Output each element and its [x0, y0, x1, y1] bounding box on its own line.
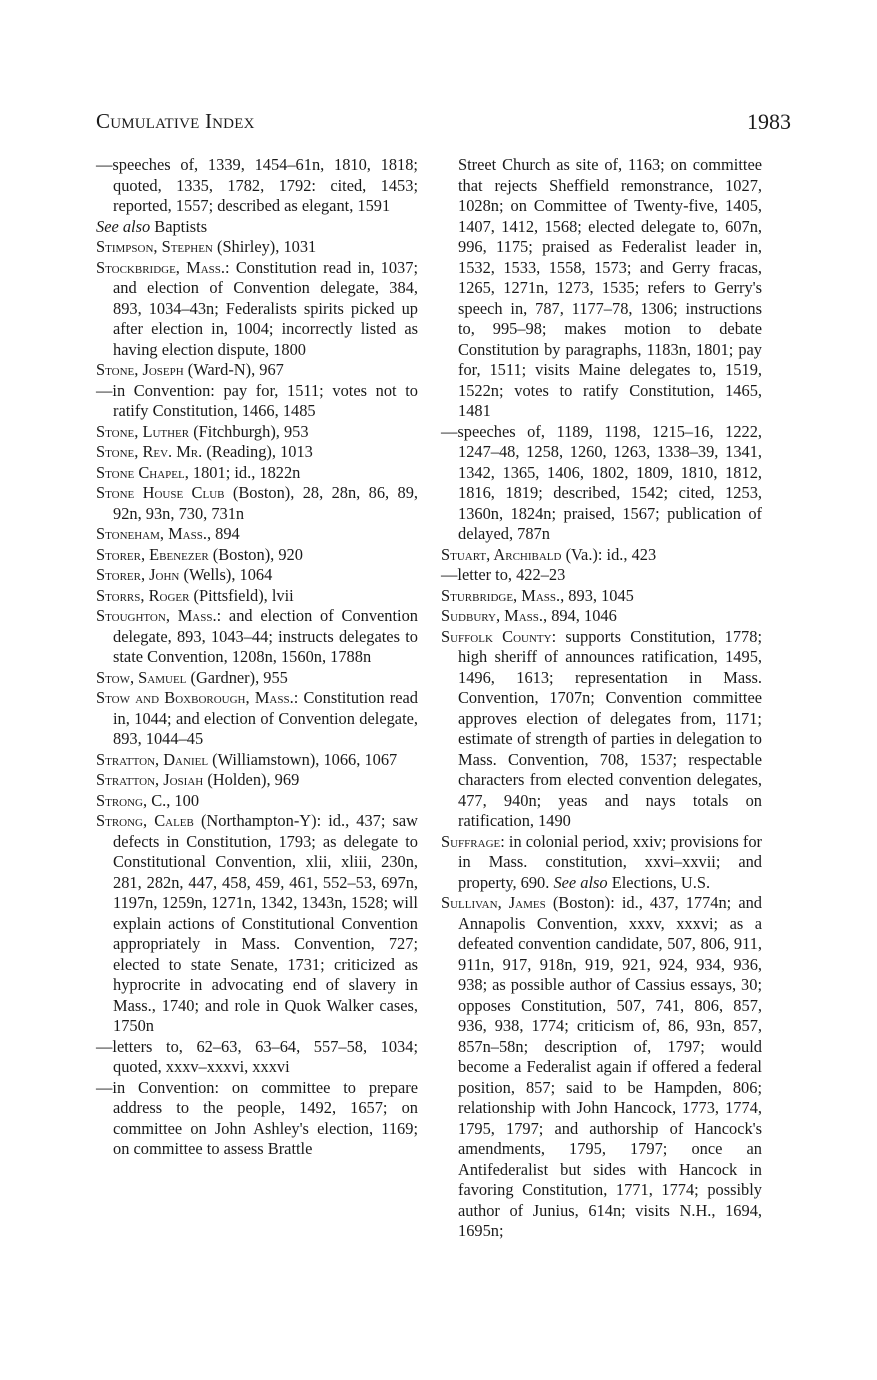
- index-entry-text: , 893, 1045: [560, 585, 634, 605]
- index-entry-text: (Boston), 28, 28n, 86, 89, 92n, 93n, 730, 731n: [113, 483, 418, 523]
- index-subentry: [441, 422, 762, 545]
- index-entry-heading: Suffrage: [441, 831, 501, 851]
- index-entry-heading: Stoneham, Mass.: [96, 524, 207, 543]
- index-entry-heading: Stratton, Josiah: [96, 770, 204, 789]
- index-entry: [96, 750, 418, 771]
- index-entry-heading: Sudbury, Mass.: [441, 606, 544, 625]
- index-entry-text: —speeches of, 1339, 1454–61n, 1810, 1818; quoted, 1335, 1782, 1792: cited, 1453; reported, 1557; described as elegant, 1591: [96, 155, 418, 215]
- index-entry-heading: Stone, Luther: [96, 421, 190, 441]
- index-entry-text: (Williamstown), 1066, 1067: [208, 749, 398, 769]
- index-entry-heading: Strong, Caleb: [96, 811, 194, 830]
- index-entry: [96, 770, 418, 791]
- index-entry-text: (Ward-N), 967: [183, 360, 284, 379]
- index-entry-heading: Stone Chapel: [96, 462, 185, 482]
- index-entry-heading: Storer, Ebenezer: [96, 544, 209, 564]
- index-entry: [96, 258, 418, 361]
- index-entry: [441, 545, 762, 566]
- index-entry: [96, 483, 418, 524]
- index-entry: [96, 422, 418, 443]
- index-entry: [96, 606, 418, 668]
- index-entry-heading: Stimpson, Stephen: [96, 237, 213, 256]
- index-entry: [96, 688, 418, 750]
- cross-reference-label: See also: [553, 872, 608, 892]
- index-entry-text: : Constitution read in, 1037; and election of Convention delegate, 384, 893, 1034–43n; Federalists spirits picked up after election in, 1004; incorrectly listed as having election dispute, 1800: [113, 257, 419, 359]
- index-entry-heading: Stow and Boxborough, Mass.: [96, 688, 294, 707]
- index-entry-text: —in Convention: on committee to prepare address to the people, 1492, 1657; on committee on John Ashley's election, 1169; on committee to assess Brattle: [96, 1077, 418, 1158]
- index-entry-heading: Stoughton, Mass.: [96, 606, 217, 625]
- index-entry: [96, 565, 418, 586]
- index-subentry: [96, 381, 418, 422]
- index-subentry: [96, 217, 418, 238]
- index-entry-text: (Fitchburgh), 953: [189, 421, 309, 441]
- page-number: 1983: [747, 109, 791, 134]
- index-entry-text: (Gardner), 955: [186, 667, 288, 687]
- index-entry-heading: Stockbridge, Mass.: [96, 257, 226, 277]
- index-entry: [96, 442, 418, 463]
- index-entry-heading: Stuart, Archibald: [441, 544, 562, 564]
- index-entry-text: (Shirley), 1031: [212, 237, 317, 256]
- index-entry-text: , 894, 1046: [543, 606, 617, 625]
- index-entry-text: (Holden), 969: [203, 770, 300, 789]
- index-entry-text: —in Convention: pay for, 1511; votes not to ratify Constitution, 1466, 1485: [96, 380, 418, 420]
- index-entry: [96, 524, 418, 545]
- index-entry-text: (Boston), 920: [208, 544, 303, 564]
- index-entry-text: (Northampton-Y): id., 437; saw defects in Constitution, 1793; as delegate to Constitutional Convention, xlii, xliii, 230n, 281, 282n, 447, 458, 459, 461, 552–53, 697n, 1197n, 1259n, 1271n, 1342, 1343n, 1528; will explain actions of Constitutional Convention appropriately in Mass. Convention, 727; elected to state Senate, 1731; criticized as hyprocrite in advocating end of slavery in Mass., 1740; and role in Quok Walker cases, 1750n: [113, 811, 418, 1035]
- index-entry: [441, 586, 762, 607]
- index-entry-text: (Va.): id., 423: [561, 544, 657, 564]
- index-entry: [96, 586, 418, 607]
- index-entry-text: , 894: [206, 524, 240, 543]
- index-entry: [96, 360, 418, 381]
- index-entry-heading: Stratton, Daniel: [96, 749, 209, 769]
- index-entry-heading: Suffolk County: [441, 626, 552, 646]
- index-entry-heading: Stone, Joseph: [96, 360, 184, 379]
- index-entry-text: (Boston): id., 437, 1774n; and Annapolis Convention, xxxv, xxxvi; as a defeated convention candidate, 507, 806, 911, 911n, 917, 918n, 919, 921, 924, 934, 936, 938; as possible author of Cassius essays, 30; opposes Constitution, 507, 741, 806, 857, 936, 938, 1774; criticism of, 86, 93n, 857, 857n–58n; description of, 1797; would become a Federalist again if offered a federal position, 857; said to be Hampden, 806; relationship with John Hancock, 1773, 1774, 1795, 1797; and authorship of Hancock's amendments, 1795, 1797; once an Antifederalist but sides with Hancock in favoring Constitution, 1771, 1774; possibly author of Junius, 614n; visits N.H., 1694, 1695n;: [458, 893, 762, 1240]
- index-entry: [96, 463, 418, 484]
- index-subentry: [441, 565, 762, 586]
- index-column-right: [441, 155, 762, 1242]
- index-entry-text: (Pittsfield), lvii: [189, 585, 294, 605]
- index-entry: [96, 791, 418, 812]
- index-entry-text: , 100: [166, 790, 200, 810]
- index-entry: [441, 627, 762, 832]
- index-entry: [96, 237, 418, 258]
- index-entry-text: : supports Constitution, 1778; high sheriff of announces ratification, 1495, 1496, 1613; representation in Mass. Convention, 1707n; Convention committee approves election of delegates from, 1171; estimate of strength of parties in delegation to Mass. Convention, 708, 1537; respectable characters from elected convention delegates, 477, 940n; yeas and nays totals on ratification, 1490: [458, 626, 763, 830]
- index-entry-text: : and election of Convention delegate, 893, 1043–44; instructs delegates to state Convention, 1208n, 1560n, 1788n: [113, 606, 418, 666]
- index-entry-heading: Stone, Rev. Mr.: [96, 442, 203, 461]
- index-entry-text: : in colonial period, xxiv; provisions for in Mass. constitution, xxvi–xxvii; and property, 690.: [458, 831, 763, 892]
- index-entry-heading: Strong, C.: [96, 790, 167, 810]
- index-entry-heading: Stow, Samuel: [96, 667, 187, 687]
- index-entry: [441, 606, 762, 627]
- index-entry-text: —letters to, 62–63, 63–64, 557–58, 1034; quoted, xxxv–xxxvi, xxxvi: [96, 1036, 418, 1076]
- index-entry-heading: Sullivan, James: [441, 893, 546, 912]
- index-entry-text: Elections, U.S.: [607, 872, 711, 892]
- index-subentry: [441, 155, 762, 422]
- index-entry-text: Baptists: [150, 216, 208, 236]
- index-entry-text: (Reading), 1013: [202, 442, 313, 461]
- index-subentry: [96, 1078, 418, 1160]
- running-header-title: Cumulative Index: [96, 109, 255, 133]
- index-entry-text: : Constitution read in, 1044; and election of Convention delegate, 893, 1044–45: [113, 688, 419, 748]
- index-entry-text: Street Church as site of, 1163; on committee that rejects Sheffield remonstrance, 1027, 1028n; on Committee of Twenty-five, 1405, 1407, 1412, 1568; elected delegate to, 607n, 996, 1175; praised as Federalist leader in, 1532, 1533, 1558, 1573; and Gerry fracas, 1265, 1271n, 1273, 1535; refers to Gerry's speech in, 787, 1177–78, 1306; instructions to, 995–98; makes motion to debate Constitution by paragraphs, 1183n, 1801; pay for, 1511; visits Maine delegates to, 1519, 1522n; votes to ratify Constitution, 1465, 1481: [458, 155, 762, 420]
- index-entry-heading: Sturbridge, Mass.: [441, 585, 561, 605]
- index-column-left: [96, 155, 418, 1160]
- index-entry-heading: Stone House Club: [96, 483, 225, 502]
- index-entry-heading: Storer, John: [96, 565, 180, 584]
- index-entry-text: (Wells), 1064: [179, 565, 273, 584]
- index-entry: [96, 811, 418, 1037]
- index-subentry: [96, 155, 418, 217]
- index-entry: [441, 832, 762, 894]
- index-entry: [96, 545, 418, 566]
- index-entry-heading: Storrs, Roger: [96, 585, 190, 605]
- index-entry-text: , 1801; id., 1822n: [184, 462, 301, 482]
- index-entry: [441, 893, 762, 1242]
- index-entry: [96, 668, 418, 689]
- index-subentry: [96, 1037, 418, 1078]
- cross-reference-label: See also: [96, 216, 151, 236]
- index-entry-text: —speeches of, 1189, 1198, 1215–16, 1222, 1247–48, 1258, 1260, 1263, 1338–39, 1341, 1342, 1365, 1406, 1802, 1809, 1810, 1812, 1816, 1819; described, 1542; cited, 1253, 1360n, 1824n; praised, 1567; publication of delayed, 787n: [441, 421, 762, 543]
- index-entry-text: —letter to, 422–23: [441, 565, 566, 584]
